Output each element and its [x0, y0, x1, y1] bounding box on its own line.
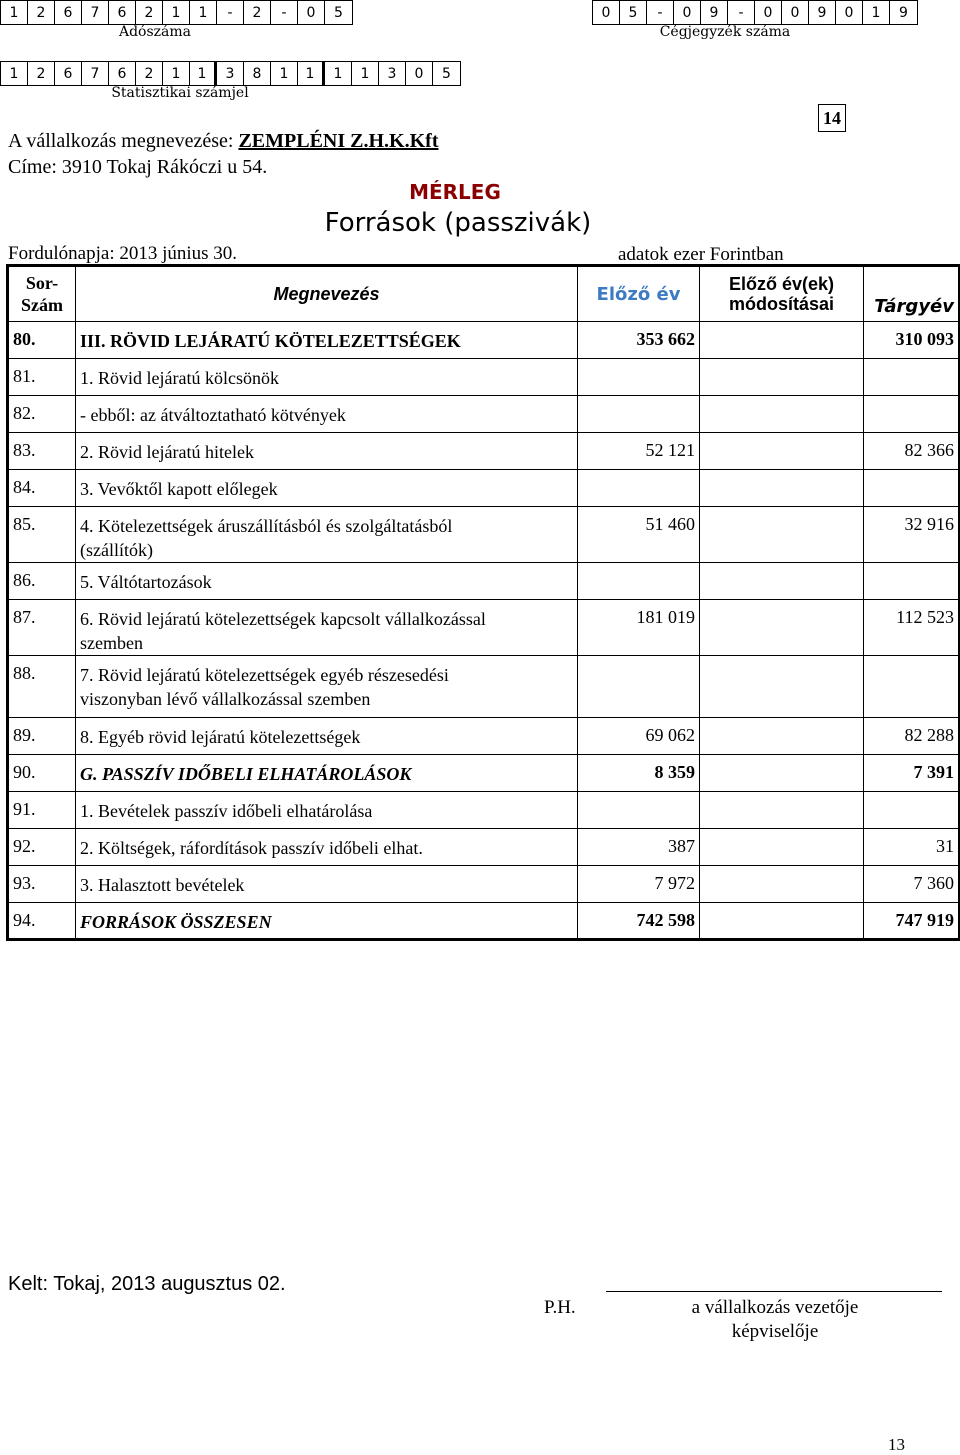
units-note: adatok ezer Forintban: [618, 244, 784, 265]
digit-box: 2: [28, 62, 55, 85]
row-number: 82.: [8, 396, 76, 433]
previous-year-value: [578, 563, 700, 600]
row-name: [76, 656, 578, 718]
row-name-line2: viszonyban lévő vállalkozással szemben: [80, 689, 371, 709]
table-row: [8, 718, 960, 755]
digit-box: 9: [809, 1, 836, 24]
company-name-label: A vállalkozás megnevezése:: [8, 130, 234, 152]
previous-year-value: 387: [578, 829, 700, 866]
digit-box: -: [217, 1, 244, 24]
company-reg-boxes: [592, 0, 918, 25]
digit-box: 2: [136, 1, 163, 24]
row-name: [76, 507, 578, 563]
tax-number-label: Adószáma: [118, 24, 192, 40]
digit-box: 2: [28, 1, 55, 24]
current-year-value: 82 366: [864, 433, 960, 470]
row-number: 87.: [8, 600, 76, 656]
page-box: 14: [818, 104, 846, 132]
company-reg-label: Cégjegyzék száma: [659, 24, 791, 40]
row-name: [76, 755, 578, 792]
row-name-line: 7. Rövid lejáratú kötelezettségek egyéb részesedési: [80, 665, 449, 685]
row-name-line: 8. Egyéb rövid lejáratú kötelezettségek: [80, 727, 361, 747]
table-row: [8, 507, 960, 563]
digit-box: 2: [136, 62, 163, 85]
modification-value: [700, 507, 864, 563]
current-year-value: [864, 396, 960, 433]
current-year-value: [864, 359, 960, 396]
row-name-line: 3. Vevőktől kapott előlegek: [80, 479, 278, 499]
digit-box: 9: [701, 1, 728, 24]
header-name: Megnevezés: [76, 266, 578, 322]
row-name: [76, 359, 578, 396]
row-name-line: III. RÖVID LEJÁRATÚ KÖTELEZETTSÉGEK: [80, 331, 461, 351]
table-row: [8, 829, 960, 866]
place-date: Kelt: Tokaj, 2013 augusztus 02.: [8, 1273, 286, 1295]
row-name: [76, 718, 578, 755]
modification-value: [700, 829, 864, 866]
header-mod-line1: Előző év(ek): [728, 274, 835, 294]
page-number: 13: [888, 1435, 905, 1454]
current-year-value: 31: [864, 829, 960, 866]
company-name-line: [8, 130, 438, 153]
row-name-line: - ebből: az átváltoztatható kötvények: [80, 405, 346, 425]
row-number: 84.: [8, 470, 76, 507]
row-name-line: 6. Rövid lejáratú kötelezettségek kapcsolt vállalkozással: [80, 609, 486, 629]
row-number: 85.: [8, 507, 76, 563]
modification-value: [700, 600, 864, 656]
company-address: Címe: 3910 Tokaj Rákóczi u 54.: [8, 156, 268, 178]
digit-box: 6: [109, 62, 136, 85]
row-name-line: 5. Váltótartozások: [80, 572, 212, 592]
digit-box: 9: [899, 4, 908, 21]
row-name-line: 1. Bevételek passzív időbeli elhatárolása: [80, 801, 373, 821]
previous-year-value: 8 359: [578, 755, 700, 792]
header-sor-label: Sor-: [25, 273, 59, 293]
row-name-line: G. PASSZÍV IDŐBELI ELHATÁROLÁSOK: [80, 764, 412, 784]
modification-value: [700, 396, 864, 433]
table-header-row: [8, 266, 960, 322]
digit-box: 6: [55, 62, 82, 85]
digit-box: 1: [190, 62, 217, 85]
table-row: [8, 396, 960, 433]
row-name: [76, 322, 578, 359]
digit-box: -: [647, 1, 674, 24]
header-modifications: [700, 266, 864, 322]
table-row: [8, 866, 960, 903]
digit-box: 8: [244, 62, 271, 85]
table-row: [8, 470, 960, 507]
digit-box: 1: [1, 1, 28, 24]
row-number: 81.: [8, 359, 76, 396]
row-name-line: 4. Kötelezettségek áruszállításból és szolgáltatásból: [80, 516, 453, 536]
table-row: [8, 359, 960, 396]
table-row: [8, 792, 960, 829]
previous-year-value: 69 062: [578, 718, 700, 755]
row-number: 94.: [8, 903, 76, 940]
signature-title: a vállalkozás vezetője: [691, 1297, 859, 1318]
modification-value: [700, 792, 864, 829]
table-row: [8, 433, 960, 470]
previous-year-value: [578, 396, 700, 433]
signature-subtitle: képviselője: [731, 1321, 819, 1342]
stat-number-boxes: [0, 61, 461, 86]
row-name: [76, 470, 578, 507]
table-row: [8, 563, 960, 600]
row-name-line: 2. Rövid lejáratú hitelek: [80, 442, 254, 462]
row-number: 90.: [8, 755, 76, 792]
previous-year-value: [578, 470, 700, 507]
digit-box: 0: [836, 1, 863, 24]
row-name: [76, 600, 578, 656]
digit-box: 5: [334, 4, 343, 21]
row-name-line: 1. Rövid lejáratú kölcsönök: [80, 368, 279, 388]
digit-box: 2: [244, 1, 271, 24]
row-number: 80.: [8, 322, 76, 359]
previous-year-value: 7 972: [578, 866, 700, 903]
signature-line: [606, 1291, 942, 1292]
digit-box: 6: [55, 1, 82, 24]
header-row-number: [8, 266, 76, 322]
header-szam-label: Szám: [21, 295, 63, 315]
row-name: [76, 433, 578, 470]
row-name-line2: szemben: [80, 633, 143, 653]
modification-value: [700, 903, 864, 940]
company-name: ZEMPLÉNI Z.H.K.Kft: [238, 130, 439, 152]
modification-value: [700, 433, 864, 470]
digit-box: 0: [755, 1, 782, 24]
digit-box: 5: [442, 65, 451, 82]
digit-box: 7: [82, 1, 109, 24]
digit-box: 1: [271, 62, 298, 85]
stat-number-label: Statisztikai számjel: [111, 85, 249, 101]
header-previous-year: Előző év: [578, 266, 700, 322]
row-name: [76, 829, 578, 866]
modification-value: [700, 563, 864, 600]
digit-box: 0: [593, 1, 620, 24]
row-number: 88.: [8, 656, 76, 718]
digit-box: 0: [406, 62, 433, 85]
digit-box: 1: [163, 1, 190, 24]
digit-box: 1: [352, 62, 379, 85]
table-row: [8, 322, 960, 359]
row-name: [76, 903, 578, 940]
balance-table: [6, 264, 960, 941]
current-year-value: 7 391: [864, 755, 960, 792]
current-year-value: 32 916: [864, 507, 960, 563]
digit-box: 7: [82, 62, 109, 85]
document-subtitle: Források (passzivák): [324, 208, 592, 238]
modification-value: [700, 656, 864, 718]
modification-value: [700, 322, 864, 359]
digit-box: 1: [163, 62, 190, 85]
current-year-value: 747 919: [864, 903, 960, 940]
row-name-line: FORRÁSOK ÖSSZESEN: [80, 912, 272, 932]
current-year-value: 7 360: [864, 866, 960, 903]
current-year-value: 310 093: [864, 322, 960, 359]
digit-box: 3: [379, 62, 406, 85]
header-current-year: Tárgyév: [864, 266, 960, 322]
digit-box: -: [728, 1, 755, 24]
row-number: 86.: [8, 563, 76, 600]
modification-value: [700, 718, 864, 755]
header-mod-line2: módosításai: [728, 294, 835, 314]
row-number: 83.: [8, 433, 76, 470]
row-name-line2: (szállítók): [80, 540, 153, 560]
table-row: [8, 656, 960, 718]
digit-box: 1: [863, 1, 890, 24]
digit-box: 1: [1, 62, 28, 85]
modification-value: [700, 470, 864, 507]
previous-year-value: 353 662: [578, 322, 700, 359]
previous-year-value: 52 121: [578, 433, 700, 470]
current-year-value: [864, 792, 960, 829]
row-name-line: 2. Költségek, ráfordítások passzív időbeli elhat.: [80, 838, 423, 858]
digit-box: -: [271, 1, 298, 24]
stamp-placeholder: P.H.: [544, 1297, 576, 1318]
row-name: [76, 563, 578, 600]
row-name: [76, 396, 578, 433]
digit-box: 6: [109, 1, 136, 24]
modification-value: [700, 866, 864, 903]
previous-year-value: [578, 656, 700, 718]
previous-year-value: [578, 792, 700, 829]
table-row: [8, 755, 960, 792]
reporting-date: Fordulónapja: 2013 június 30.: [8, 243, 238, 264]
modification-value: [700, 359, 864, 396]
row-number: 92.: [8, 829, 76, 866]
previous-year-value: 742 598: [578, 903, 700, 940]
previous-year-value: [578, 359, 700, 396]
modification-value: [700, 755, 864, 792]
digit-box: 5: [620, 1, 647, 24]
row-number: 91.: [8, 792, 76, 829]
current-year-value: 82 288: [864, 718, 960, 755]
digit-box: 1: [325, 62, 352, 85]
previous-year-value: 51 460: [578, 507, 700, 563]
document-title: MÉRLEG: [409, 180, 501, 204]
digit-box: 1: [298, 62, 325, 85]
row-name: [76, 792, 578, 829]
current-year-value: [864, 470, 960, 507]
digit-box: 0: [674, 1, 701, 24]
digit-box: 0: [298, 1, 325, 24]
row-number: 93.: [8, 866, 76, 903]
row-number: 89.: [8, 718, 76, 755]
previous-year-value: 181 019: [578, 600, 700, 656]
digit-box: 0: [782, 1, 809, 24]
current-year-value: [864, 656, 960, 718]
digit-box: 1: [190, 1, 217, 24]
table-row: [8, 600, 960, 656]
row-name-line: 3. Halasztott bevételek: [80, 875, 245, 895]
table-row: [8, 903, 960, 940]
tax-number-boxes: [0, 0, 353, 25]
digit-box: 3: [217, 62, 244, 85]
current-year-value: 112 523: [864, 600, 960, 656]
current-year-value: [864, 563, 960, 600]
row-name: [76, 866, 578, 903]
